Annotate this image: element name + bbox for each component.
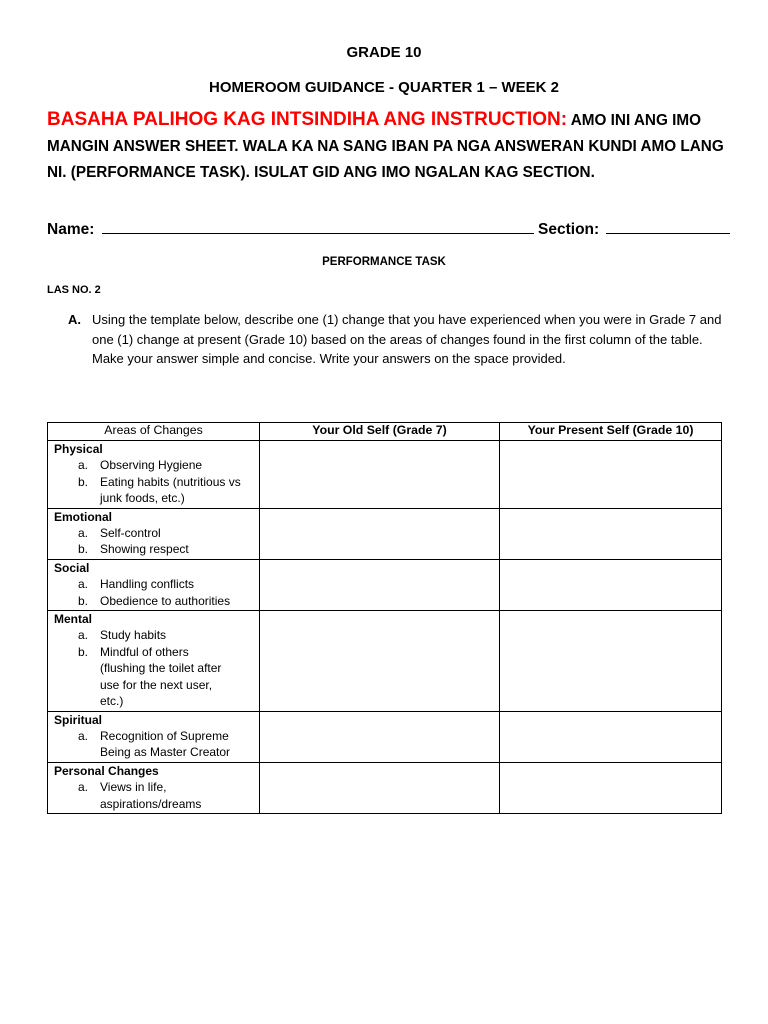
areas-of-changes-table	[47, 422, 722, 814]
section-field[interactable]	[606, 219, 730, 234]
subject-heading: HOMEROOM GUIDANCE - QUARTER 1 – WEEK 2	[208, 79, 560, 96]
item-text: Using the template below, describe one (1) change that you have experienced when you were in Grade 7 and one (1) change at present (Grade 10) based on the areas of changes found in the first column of the table. Make your answer simple and concise. Write your answers on the space provided.	[92, 312, 722, 366]
list-item: a. Observing Hygiene	[78, 458, 203, 473]
old-self-answer-cell[interactable]	[260, 441, 500, 509]
list-item: b. Mindful of others (flushing the toilet after use for the next user, etc.)	[78, 644, 222, 709]
area-cell	[48, 559, 260, 610]
performance-task-title: PERFORMANCE TASK	[322, 256, 446, 268]
present-self-answer-cell[interactable]	[500, 441, 722, 509]
old-self-answer-cell[interactable]	[260, 559, 500, 610]
present-self-answer-cell[interactable]	[500, 762, 722, 813]
list-item: a. Study habits	[78, 628, 167, 643]
present-self-answer-cell[interactable]	[500, 711, 722, 762]
list-item: b. Showing respect	[78, 542, 189, 557]
table-row-physical	[48, 441, 722, 509]
instruction-red-text: BASAHA PALIHOG KAG INTSINDIHA ANG INSTRUCTION:	[47, 109, 568, 130]
instruction-block	[47, 107, 727, 186]
area-cell	[48, 711, 260, 762]
area-title: Social	[54, 560, 90, 575]
table-row-personal-changes	[48, 762, 722, 813]
list-item: b. Eating habits (nutritious vs junk foods, etc.)	[78, 474, 241, 506]
present-self-answer-cell[interactable]	[500, 508, 722, 559]
table-row-spiritual	[48, 711, 722, 762]
old-self-answer-cell[interactable]	[260, 508, 500, 559]
list-item: a. Handling conflicts	[78, 577, 195, 592]
area-cell	[48, 508, 260, 559]
area-title: Mental	[54, 612, 93, 627]
table-row-social	[48, 559, 722, 610]
present-self-answer-cell[interactable]	[500, 611, 722, 711]
table-row-mental	[48, 611, 722, 711]
list-item: a. Views in life, aspirations/dreams	[78, 780, 202, 811]
area-title: Personal Changes	[54, 763, 159, 778]
section-label: Section:	[538, 221, 600, 238]
column-header-areas: Areas of Changes	[48, 423, 260, 441]
old-self-answer-cell[interactable]	[260, 611, 500, 711]
table-header-row	[48, 423, 722, 441]
area-cell	[48, 441, 260, 509]
table-row-emotional	[48, 508, 722, 559]
las-label: LAS NO. 2	[47, 284, 101, 296]
old-self-answer-cell[interactable]	[260, 711, 500, 762]
old-self-answer-cell[interactable]	[260, 762, 500, 813]
list-item: b. Obedience to authorities	[78, 593, 231, 608]
instruction-black-text: AMO INI ANG IMO MANGIN ANSWER SHEET. WALA KA NA SANG IBAN PA NGA ANSWERAN KUNDI AMO LANG NI. (PERFORMANCE TASK). ISULAT GID ANG IMO NGALAN KAG SECTION.	[47, 112, 724, 181]
area-title: Emotional	[54, 509, 113, 524]
name-section-row	[47, 219, 727, 239]
item-marker: A.	[68, 312, 81, 327]
list-item: a. Recognition of Supreme Being as Master Creator	[78, 728, 231, 760]
area-cell	[48, 611, 260, 711]
area-title: Spiritual	[54, 712, 103, 727]
list-item: a. Self-control	[78, 526, 161, 541]
present-self-answer-cell[interactable]	[500, 559, 722, 610]
column-header-present-self: Your Present Self (Grade 10)	[500, 423, 722, 441]
name-label: Name:	[47, 221, 95, 238]
column-header-old-self: Your Old Self (Grade 7)	[260, 423, 500, 441]
area-cell	[48, 762, 260, 813]
instruction-item-a	[68, 310, 728, 369]
name-field[interactable]	[102, 219, 534, 234]
grade-heading: GRADE 10	[346, 44, 422, 61]
area-title: Physical	[54, 442, 103, 456]
